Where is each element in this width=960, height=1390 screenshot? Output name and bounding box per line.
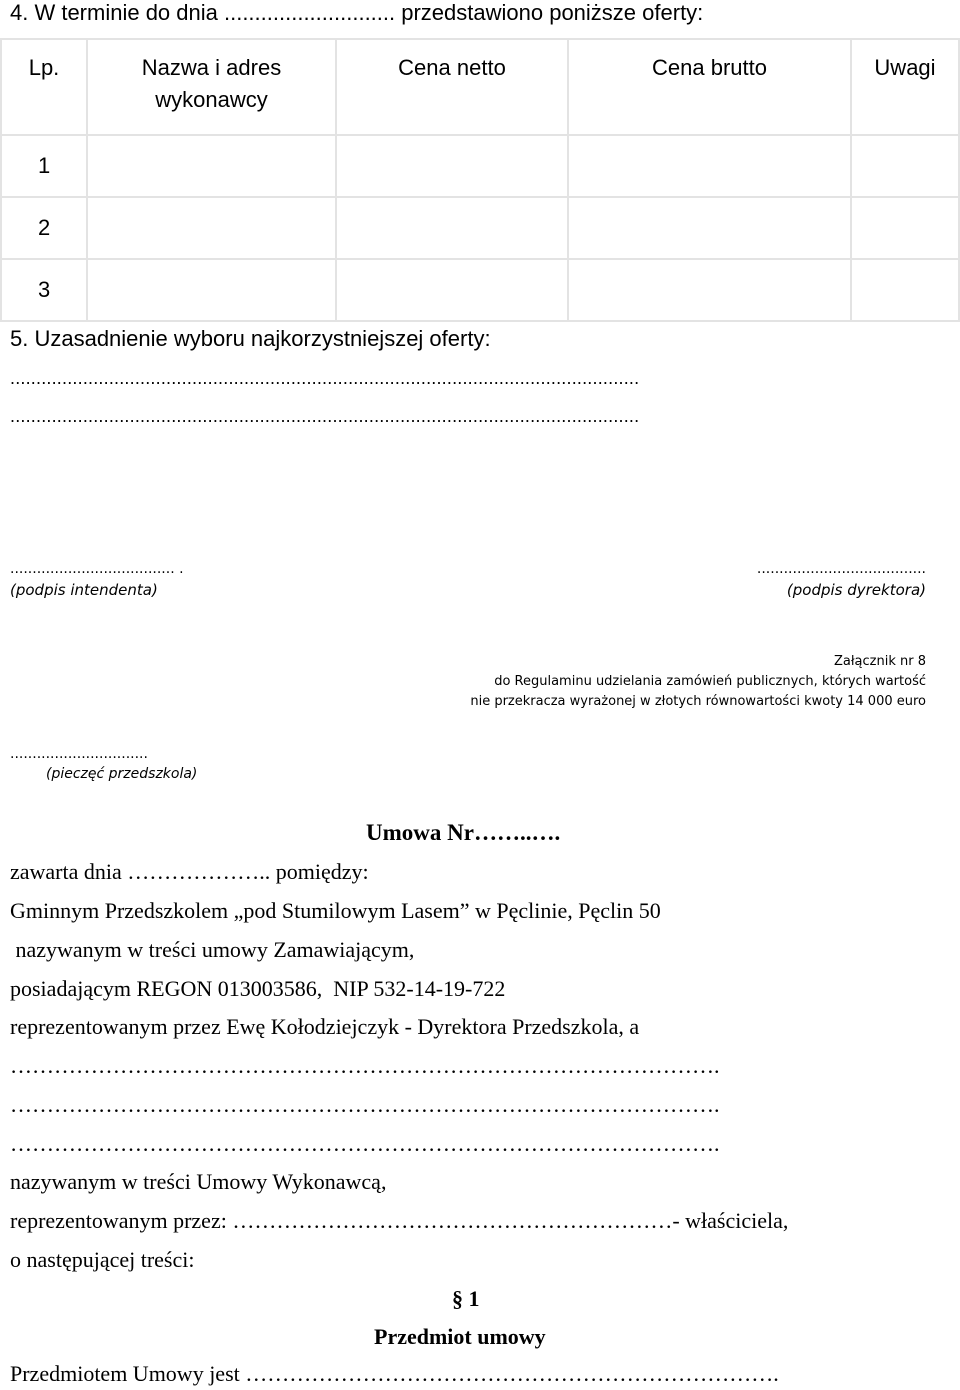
contract-date-line: zawarta dnia ……………….. pomiędzy: xyxy=(10,859,369,884)
section-5-heading: 5. Uzasadnienie wyboru najkorzystniejszej oferty: xyxy=(10,326,491,351)
justification-line-2[interactable]: ......................................................................................................................... xyxy=(10,406,640,426)
annex-line-3: nie przekracza wyrażonej w złotych równowartości kwoty 14 000 euro xyxy=(470,694,926,709)
contract-subject-line[interactable]: Przedmiotem Umowy jest ………………………………………………………………. xyxy=(10,1361,779,1386)
table-cell[interactable] xyxy=(87,259,336,321)
table-cell[interactable] xyxy=(851,135,959,197)
table-row xyxy=(1,135,959,197)
table-row xyxy=(1,259,959,321)
contractor-blank-line-1[interactable]: ……………………………………………………………………………………. xyxy=(10,1053,720,1078)
column-header-net-price: Cena netto xyxy=(336,39,568,135)
column-header-gross-price: Cena brutto xyxy=(568,39,851,135)
column-header-lp: Lp. xyxy=(1,39,87,135)
intendant-signature-label: (podpis intendenta) xyxy=(10,581,158,599)
director-signature-label: (podpis dyrektora) xyxy=(786,581,926,599)
table-cell[interactable] xyxy=(568,197,851,259)
row-number: 1 xyxy=(1,135,87,197)
stamp-label: (pieczęć przedszkola) xyxy=(46,766,198,782)
contractor-representative-line[interactable]: reprezentowanym przez: ……………………………………………………- właściciela, xyxy=(10,1208,789,1233)
table-cell[interactable] xyxy=(87,197,336,259)
table-cell[interactable] xyxy=(568,259,851,321)
table-cell[interactable] xyxy=(87,135,336,197)
annex-line-2: do Regulaminu udzielania zamówień publicznych, których wartość xyxy=(494,674,926,689)
contractor-blank-line-3[interactable]: ……………………………………………………………………………………. xyxy=(10,1131,720,1156)
table-cell[interactable] xyxy=(851,197,959,259)
offers-table-header xyxy=(1,39,959,135)
paragraph-title: Przedmiot umowy xyxy=(374,1324,546,1349)
stamp-line[interactable]: ............................... xyxy=(10,746,148,762)
representative-line: reprezentowanym przez Ewę Kołodziejczyk - Dyrektora Przedszkola, a xyxy=(10,1014,640,1039)
intendant-signature-line[interactable]: ..................................... . xyxy=(10,561,184,577)
content-intro-line: o następującej treści: xyxy=(10,1247,195,1272)
contracting-party-line: Gminnym Przedszkolem „pod Stumilowym Lasem” w Pęclinie, Pęclin 50 xyxy=(10,898,661,923)
table-cell[interactable] xyxy=(568,135,851,197)
ordering-party-line: nazywanym w treści umowy Zamawiającym, xyxy=(10,937,415,962)
table-cell[interactable] xyxy=(336,135,568,197)
regon-nip-line: posiadającym REGON 013003586, NIP 532-14-19-722 xyxy=(10,976,506,1001)
row-number: 2 xyxy=(1,197,87,259)
table-cell[interactable] xyxy=(336,259,568,321)
paragraph-sign: § 1 xyxy=(452,1286,480,1311)
contractor-name-line: nazywanym w treści Umowy Wykonawcą, xyxy=(10,1169,387,1194)
director-signature-line[interactable]: ...................................... xyxy=(756,561,926,577)
column-header-notes: Uwagi xyxy=(851,39,959,135)
table-cell[interactable] xyxy=(336,197,568,259)
contractor-blank-line-2[interactable]: ……………………………………………………………………………………. xyxy=(10,1092,720,1117)
offers-table xyxy=(0,38,960,322)
contract-title: Umowa Nr……..…. xyxy=(366,820,561,845)
justification-line-1[interactable]: ......................................................................................................................... xyxy=(10,368,640,388)
table-cell[interactable] xyxy=(851,259,959,321)
column-header-name-address: Nazwa i adres wykonawcy xyxy=(87,39,336,135)
section-4-heading: 4. W terminie do dnia ............................ przedstawiono poniższe oferty: xyxy=(10,0,704,25)
annex-number: Załącznik nr 8 xyxy=(833,654,926,669)
table-row xyxy=(1,197,959,259)
row-number: 3 xyxy=(1,259,87,321)
